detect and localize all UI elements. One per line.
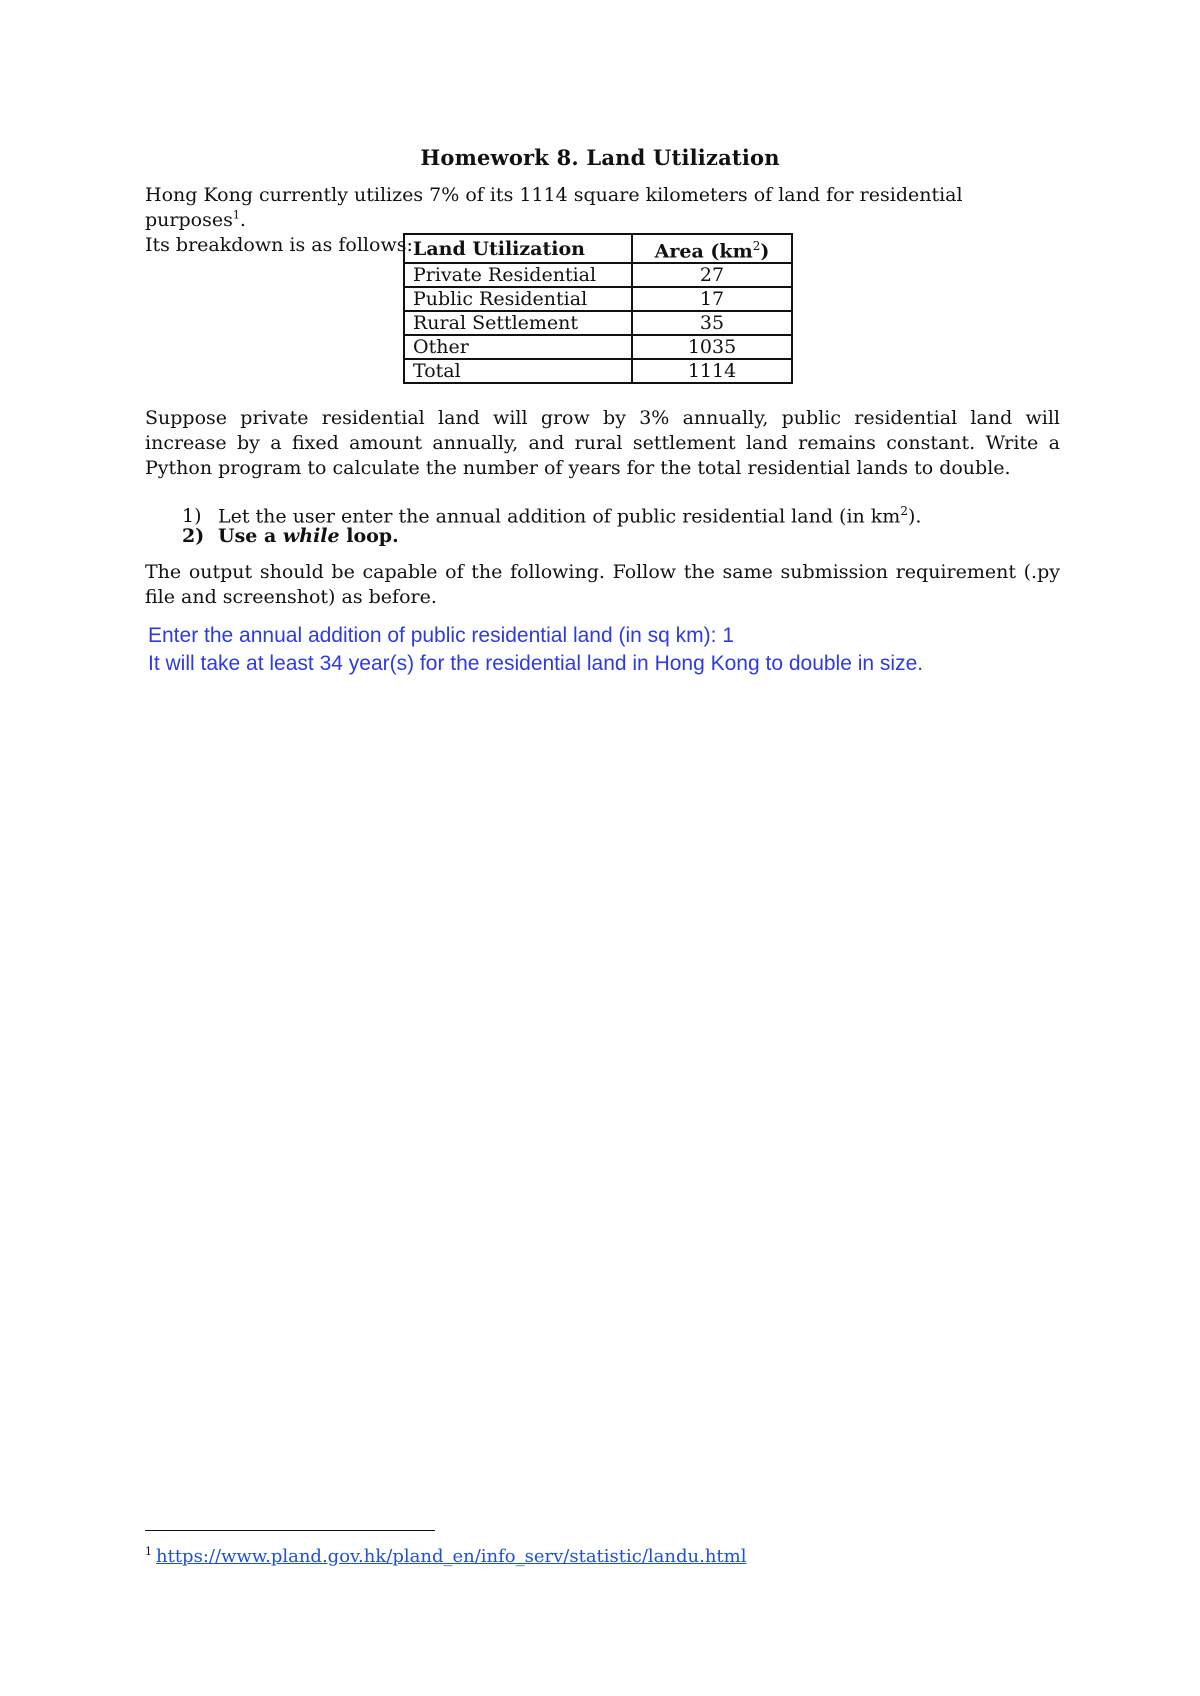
table-row [404,287,792,311]
row-value: 35 [632,311,792,335]
output-instructions: The output should be capable of the following. Follow the same submission requirement (.py file and screenshot) as before. [145,561,1060,608]
header-area-exp: 2 [752,239,761,253]
table-row [404,263,792,287]
intro-line1: Hong Kong currently utilizes 7% of its 1114 square kilometers of land for residential purposes [145,184,963,231]
row-value: 1114 [632,359,792,383]
land-utilization-table [403,233,793,384]
list-item-pre: Use a [218,525,283,547]
header-area-pre: Area ( [654,240,720,263]
footnote-mark: 1 [145,1545,152,1558]
header-area-unit: km [719,240,753,263]
row-value: 17 [632,287,792,311]
table-row [404,335,792,359]
table-row [404,311,792,335]
list-item-number: 2) [182,525,205,547]
list-item-post: loop. [339,525,399,547]
list-item-end: ). [907,505,922,528]
intro-line1-end: . [239,209,246,231]
table-header-row [404,234,792,263]
header-area-post: ) [760,240,770,263]
header-area [632,234,792,263]
footnote [145,1540,747,1569]
row-value: 27 [632,263,792,287]
footnote-reference[interactable]: 1 [232,208,240,222]
footnote-separator [145,1530,435,1531]
footnote-link[interactable]: https://www.pland.gov.hk/pland_en/info_serv/statistic/landu.html [156,1546,747,1567]
page-title: Homework 8. Land Utilization [420,145,780,170]
console-output-line: Enter the annual addition of public residential land (in sq km): 1 [148,624,735,647]
list-item [182,524,1062,549]
row-label: Public Residential [404,287,632,311]
list-item-number: 1) [182,505,202,528]
row-label: Total [404,359,632,383]
row-value: 1035 [632,335,792,359]
table-row [404,359,792,383]
console-output-line: It will take at least 34 year(s) for the residential land in Hong Kong to double in size. [148,652,924,675]
header-land-utilization: Land Utilization [404,234,632,263]
row-label: Rural Settlement [404,311,632,335]
row-label: Other [404,335,632,359]
list-item-text: Let the user enter the annual addition of public residential land (in [218,505,871,528]
list-item-keyword: while [282,525,340,547]
row-label: Private Residential [404,263,632,287]
problem-description: Suppose private residential land will grow by 3% annually, public residential land will increase by a fixed amount annually, and rural settlement land remains constant. Write a Python program to calculate the number of years for the total residential lands to double. [145,407,1060,479]
list-item-exp: 2 [900,504,908,518]
intro-line2: Its breakdown is as follows: [145,234,413,256]
list-item-unit: km [870,505,901,528]
